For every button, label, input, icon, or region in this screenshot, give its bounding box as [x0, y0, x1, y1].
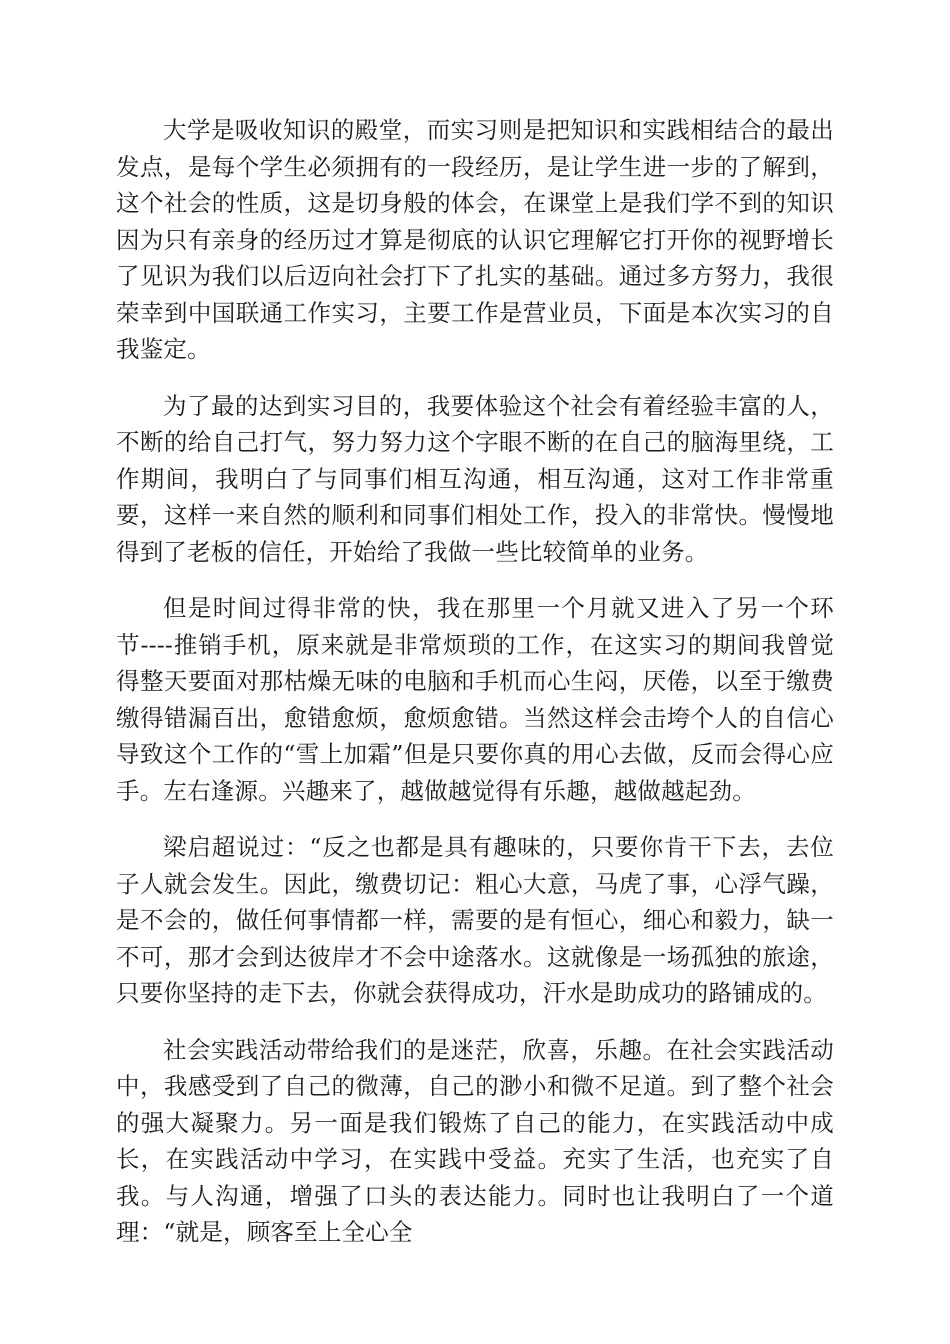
paragraph-1: 大学是吸收知识的殿堂，而实习则是把知识和实践相结合的最出发点，是每个学生必须拥有的一段经历，是让学生进一步的了解到，这个社会的性质，这是切身般的体会，在课堂上是我们学不到的知识因为只有亲身的经历过才算是彻底的认识它理解它打开你的视野增长了见识为我们以后迈向社会打下了扎实的基础。通过多方努力，我很荣幸到中国联通工作实习，主要工作是营业员，下面是本次实习的自我鉴定。	[116, 116, 834, 363]
paragraph-3: 但是时间过得非常的快，我在那里一个月就又进入了另一个环节----推销手机，原来就是非常烦琐的工作，在这实习的期间我曾觉得整天要面对那枯燥无味的电脑和手机而心生闷，厌倦，以至于缴费缴得错漏百出，愈错愈烦，愈烦愈错。当然这样会击垮个人的自信心导致这个工作的“雪上加霜”但是只要你真的用心去做，反而会得心应手。左右逢源。兴趣来了，越做越觉得有乐趣，越做越起劲。	[116, 594, 834, 805]
paragraph-4: 梁启超说过：“反之也都是具有趣味的，只要你肯干下去，去位子人就会发生。因此，缴费切记：粗心大意，马虎了事，心浮气躁，是不会的，做任何事情都一样，需要的是有恒心，细心和毅力，缺一不可，那才会到达彼岸才不会中途落水。这就像是一场孤独的旅途，只要你坚持的走下去，你就会获得成功，汗水是助成功的路铺成的。	[116, 833, 834, 1007]
paragraph-5: 社会实践活动带给我们的是迷茫，欣喜，乐趣。在社会实践活动中，我感受到了自己的微薄，自己的渺小和微不足道。到了整个社会的强大凝聚力。另一面是我们锻炼了自己的能力，在实践活动中成长，在实践活动中学习，在实践中受益。充实了生活，也充实了自我。与人沟通，增强了口头的表达能力。同时也让我明白了一个道理：“就是，顾客至上全心全	[116, 1035, 834, 1246]
document-body	[116, 112, 834, 1271]
paragraph-2: 为了最的达到实习目的，我要体验这个社会有着经验丰富的人，不断的给自己打气，努力努力这个字眼不断的在自己的脑海里绕，工作期间，我明白了与同事们相互沟通，相互沟通，这对工作非常重要，这样一来自然的顺利和同事们相处工作，投入的非常快。慢慢地得到了老板的信任，开始给了我做一些比较简单的业务。	[116, 391, 834, 566]
